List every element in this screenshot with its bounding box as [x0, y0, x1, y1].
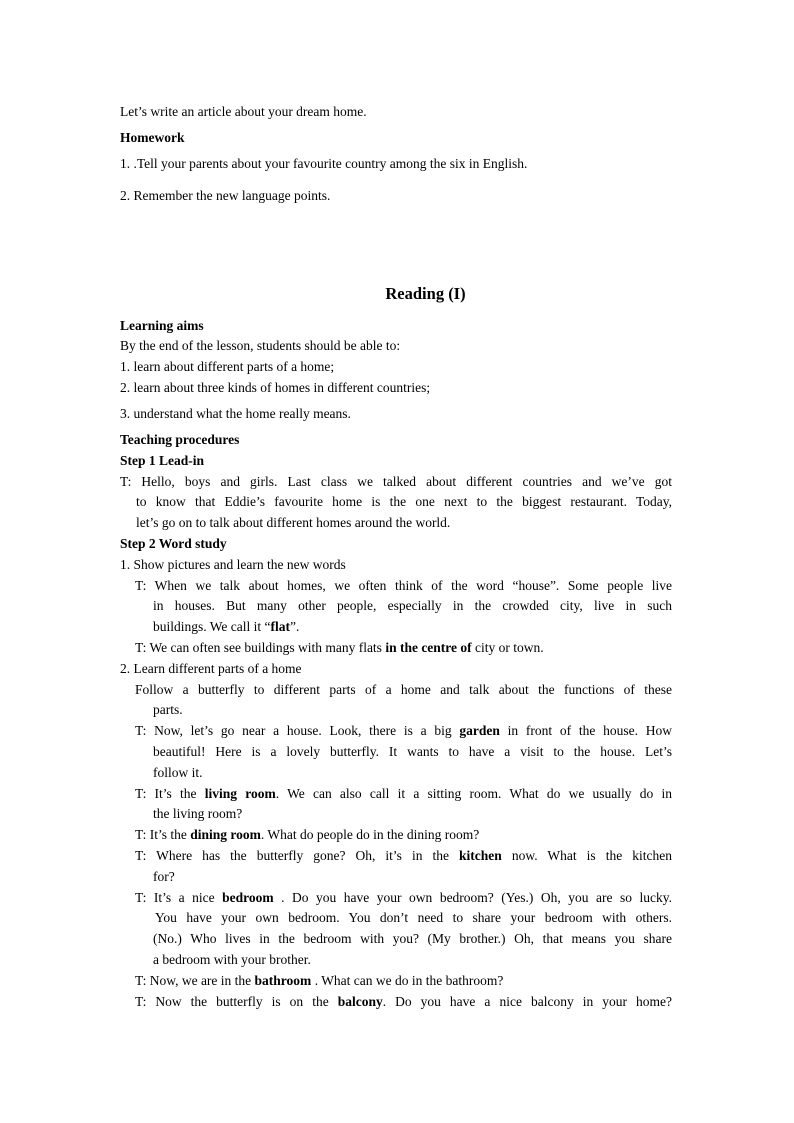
homework-item-2: 2. Remember the new language points. — [120, 188, 331, 203]
bedroom-line: You have your own bedroom. You don’t need to share your bedroom with others. — [155, 910, 672, 925]
step1-line: let’s go on to talk about different homes around the world. — [136, 515, 451, 530]
aim-item-3: 3. understand what the home really means. — [120, 406, 351, 421]
living-room-line: the living room? — [153, 806, 243, 821]
bedroom-line: T: It’s a nice bedroom . Do you have your own bedroom? (Yes.) Oh, you are so lucky. — [135, 890, 672, 905]
keyword-balcony: balcony — [337, 994, 383, 1009]
follow-line: parts. — [153, 702, 183, 717]
homework-heading: Homework — [120, 130, 185, 145]
keyword-garden: garden — [459, 723, 500, 738]
section-title: Reading (I) — [385, 284, 466, 303]
follow-line: Follow a butterfly to different parts of a home and talk about the functions of these — [135, 682, 672, 697]
step2-sub2: 2. Learn different parts of a home — [120, 661, 302, 676]
step1-line: T: Hello, boys and girls. Last class we talked about different countries and we’ve got — [120, 474, 672, 489]
keyword-living-room: living room — [204, 786, 276, 801]
centre-line: T: We can often see buildings with many flats in the centre of city or town. — [135, 640, 544, 655]
living-room-line: T: It’s the living room. We can also call it a sitting room. What do we usually do in — [135, 786, 672, 801]
keyword-bedroom: bedroom — [222, 890, 274, 905]
keyword-kitchen: kitchen — [459, 848, 502, 863]
step1-heading: Step 1 Lead-in — [120, 453, 205, 468]
aim-item-2: 2. learn about three kinds of homes in different countries; — [120, 380, 431, 395]
aim-item-1: 1. learn about different parts of a home; — [120, 359, 335, 374]
garden-line: beautiful! Here is a lovely butterfly. It wants to have a visit to the house. Let’s — [153, 744, 672, 759]
keyword-centre: in the centre of — [385, 640, 472, 655]
flat-paragraph-line: T: When we talk about homes, we often think of the word “house”. Some people live — [135, 578, 672, 593]
garden-line: follow it. — [153, 765, 203, 780]
bedroom-line: a bedroom with your brother. — [153, 952, 311, 967]
learning-aims-heading: Learning aims — [120, 318, 204, 333]
write-article-line: Let’s write an article about your dream home. — [120, 104, 367, 119]
bedroom-line: (No.) Who lives in the bedroom with you? (My brother.) Oh, that means you share — [153, 931, 672, 946]
step2-heading: Step 2 Word study — [120, 536, 227, 551]
keyword-dining-room: dining room — [190, 827, 261, 842]
flat-paragraph-line: in houses. But many other people, especially in the crowded city, live in such — [153, 598, 672, 613]
keyword-bathroom: bathroom — [254, 973, 312, 988]
kitchen-line: for? — [153, 869, 175, 884]
flat-paragraph-line: buildings. We call it “flat”. — [153, 619, 300, 634]
dining-room-line: T: It’s the dining room. What do people do in the dining room? — [135, 827, 480, 842]
garden-line: T: Now, let’s go near a house. Look, there is a big garden in front of the house. How — [135, 723, 672, 738]
aims-intro: By the end of the lesson, students should be able to: — [120, 338, 401, 353]
bathroom-line: T: Now, we are in the bathroom . What can we do in the bathroom? — [135, 973, 504, 988]
keyword-flat: flat — [270, 619, 291, 634]
step1-line: to know that Eddie’s favourite home is the one next to the biggest restaurant. Today, — [136, 494, 672, 509]
homework-item-1: 1. .Tell your parents about your favourite country among the six in English. — [120, 156, 528, 171]
teaching-procedures-heading: Teaching procedures — [120, 432, 240, 447]
balcony-line: T: Now the butterfly is on the balcony. Do you have a nice balcony in your home? — [135, 994, 672, 1009]
step2-sub1: 1. Show pictures and learn the new words — [120, 557, 346, 572]
kitchen-line: T: Where has the butterfly gone? Oh, it’s in the kitchen now. What is the kitchen — [135, 848, 672, 863]
